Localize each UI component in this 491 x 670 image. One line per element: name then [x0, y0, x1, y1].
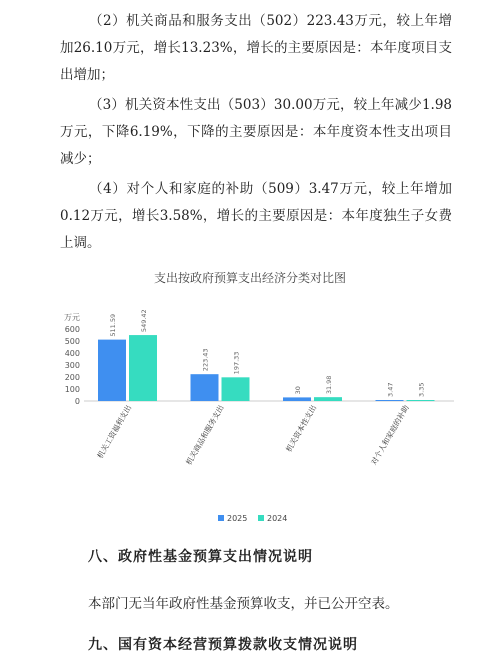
category-label: 机关资本性支出 [284, 403, 319, 454]
category-label: 机关商品和服务支出 [184, 403, 226, 467]
bar-2024 [407, 400, 435, 401]
legend-label: 2025 [227, 514, 248, 523]
y-tick-label: 400 [64, 349, 80, 358]
y-tick-label: 300 [64, 361, 80, 370]
bar-2025 [283, 397, 311, 401]
bar-value-label: 549.42 [140, 309, 148, 333]
bar-value-label: 3.35 [417, 382, 426, 397]
paragraph-commodity-services: （2）机关商品和服务支出（502）223.43万元，较上年增加26.10万元，增长13.23%，增长的主要原因是：本年度项目支出增加； [60, 13, 452, 83]
section-8-body: 本部门无当年政府性基金预算收支，并已公开空表。 [88, 596, 399, 612]
section-8-heading: 八、政府性基金预算支出情况说明 [88, 549, 313, 565]
category-label: 机关工资福利支出 [95, 403, 134, 460]
bar-value-label: 31.98 [325, 375, 333, 395]
y-tick-label: 500 [64, 337, 80, 346]
bar-value-label: 511.59 [109, 313, 117, 337]
bar-value-label: 3.47 [386, 382, 395, 397]
bar-2024 [129, 335, 157, 401]
y-axis-label: 万元 [64, 313, 80, 322]
category-label: 对个人和家庭的补助 [369, 403, 411, 467]
y-tick-label: 200 [64, 373, 80, 382]
chart-title: 支出按政府预算支出经济分类对比图 [153, 271, 347, 285]
expenditure-comparison-chart [40, 262, 460, 532]
bar-2025 [191, 374, 219, 401]
legend-swatch-2024 [258, 515, 264, 521]
bar-2025 [98, 340, 126, 401]
y-tick-label: 0 [74, 397, 80, 406]
legend-label: 2024 [267, 514, 288, 523]
y-tick-label: 600 [64, 325, 80, 334]
paragraph-household-subsidies: （4）对个人和家庭的补助（509）3.47万元，较上年增加0.12万元，增长3.58%，增长的主要原因是：本年度独生子女费上调。 [60, 181, 452, 251]
bar-value-label: 197.33 [232, 351, 241, 375]
bar-value-label: 30 [294, 386, 302, 395]
paragraph-capital-expenditure: （3）机关资本性支出（503）30.00万元，较上年减少1.98万元，下降6.19%，下降的主要原因是：本年度资本性支出项目减少； [60, 97, 452, 167]
bar-2024 [222, 377, 250, 401]
section-9-heading: 九、国有资本经营预算拨款收支情况说明 [88, 637, 358, 653]
bar-value-label: 223.43 [201, 348, 210, 372]
legend-swatch-2025 [218, 515, 224, 521]
bar-2024 [314, 397, 342, 401]
bar-2025 [376, 400, 404, 401]
y-tick-label: 100 [64, 385, 80, 394]
